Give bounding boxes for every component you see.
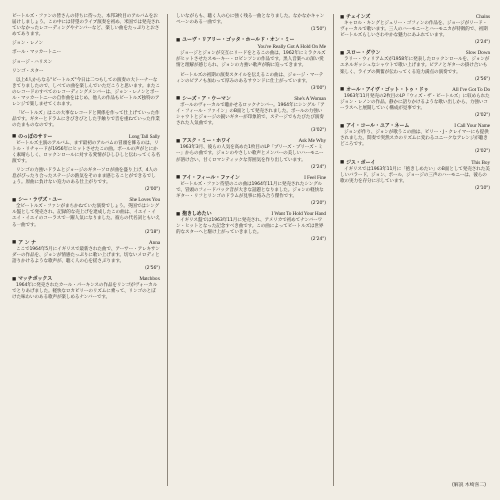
track-section <box>340 14 490 46</box>
track-section <box>340 87 490 119</box>
track-title-english: Slow Down <box>465 50 490 57</box>
track-duration: (2'18") <box>144 229 160 235</box>
track-title: ■ アスク・ミー・ホワイ <box>176 138 231 145</box>
continued-paragraph: しいながらも、聴く人の心に強く残る一曲となりました。なかなかキャンペーンのある一曲です。 <box>176 14 325 26</box>
track-section <box>176 138 326 170</box>
track-description: ビートルズ・ファン待望のこの曲は1964年11月に発売されたシングルで、冒頭のフィードバック音が大きな話題となりました。ジョンの軽快なギター・リフとリンゴのドラムが見事に絡み合う傑作です。 <box>176 181 324 199</box>
track-section <box>340 50 490 82</box>
track-section <box>176 211 326 243</box>
track-duration: (3'00") <box>310 85 326 91</box>
column-divider <box>167 14 168 486</box>
intro-paragraph: ビートルズ・ファンの皆さんの待ちに待った、本邦3枚目のアルバムをお届けしましょう。この中には待望のライブ演奏を初め、米国では発売されていなかったレコーディングやナンバーなど、楽しい曲をたっぷりとおさめてあります。 <box>12 14 160 38</box>
column-2 <box>176 14 326 243</box>
column-3 <box>340 14 490 192</box>
track-title-english: Long Tall Sally <box>128 133 160 140</box>
track-duration: (2'24") <box>474 40 490 46</box>
track-title: ■ スロー・ダウン <box>340 50 380 57</box>
column-divider <box>333 14 334 486</box>
track-title: ■ ユーヴ・リアリー・ゴッタ・ホールド・オン・ミー <box>176 37 294 44</box>
member-name: ジョージ・ハリスン <box>12 59 53 65</box>
track-title: ■ シー・ラヴズ・ユー <box>12 197 62 204</box>
track-title: ■ マッチボックス <box>12 276 52 283</box>
track-duration: (3'02") <box>310 128 326 134</box>
track-title-english: She Loves You <box>129 197 160 204</box>
track-duration: (2'20") <box>310 200 326 206</box>
track-description: ビートルズ主演のアルバム、まず最初のアルバムの冒頭を飾るのは、リトル・リチャードが1956年にヒットさせたこの曲。ポールの声がとにかく素晴らしく、ロックンロールに対する愛情がひしひしと伝わってくる名演です。 <box>12 140 160 164</box>
track-description: ジョンが作り、ジョンが歌うこの曲は、ビリー・J・クレイマーにも提供されました。間奏で突然スカのリズムに変わるユニークなアレンジが聴きどころです。 <box>340 130 489 148</box>
track-title: ■ 抱きしめたい <box>176 211 211 218</box>
track-description: イギリス盤では1963年11月に発売され、アメリカで初めてナンバーワン・ヒットとなった記念すべき曲です。この曲によってビートルズは世界的なスターへと駆け上がっていきました。 <box>176 218 324 236</box>
track-title: ■ アイ・フィール・ファイン <box>176 175 240 182</box>
track-title: ■ ジス・ボーイ <box>340 160 375 167</box>
column-1 <box>12 14 160 304</box>
track-title-english: You've Really Got A Hold On Me <box>257 44 326 51</box>
track-section <box>176 37 326 92</box>
track-title-english: Anna <box>148 239 160 246</box>
track-title: ■ シーズ・ア・ウーマン <box>176 96 231 103</box>
track-title: ■ ア ン ナ <box>12 240 36 247</box>
track-duration: (2'02") <box>474 149 490 155</box>
track-section <box>340 123 490 155</box>
track-description: ビートルズの初期の演奏スタイルを伝えるこの曲は、ジョージ・マーティンのピアノも加わって厚みのあるサウンドに仕上がっています。 <box>176 72 324 84</box>
track-title-english: All I've Got To Do <box>452 86 490 93</box>
member-name: リンゴ・スター <box>12 68 44 74</box>
track-duration: (2'56") <box>144 266 160 271</box>
track-section <box>176 175 326 207</box>
track-duration: (2'56") <box>474 76 490 82</box>
intro-paragraph: 以上4人からなる"ビートルズ"今日は二つもしての演奏の大トーナーなきてりましたので、しべての曲を楽しんでいただこうと思います。またこのレコードのすべてのレコーディングメンバーは、ジョン・レノンとポール・マッカートニーの自作曲をはじめ、他人の作品もビートルズ独特のアレンジで楽しませてくれます。 <box>12 77 160 108</box>
track-title-english: Matchbox <box>139 276 160 283</box>
track-title-english: I Feel Fine <box>304 174 326 181</box>
track-duration: (1'50") <box>310 27 326 33</box>
track-description: 1963年3月、彼らの人気を高めた1枚目のLP「プリーズ・プリーズ・ミー」からの曲です。ジョンのやさしい歌声とメンバーの美しいハーモニーが溶け合い、甘くロマンティックな雰囲気を作り出しています。 <box>176 145 324 163</box>
track-description: イギリスでは1963年11月に「抱きしめたい」のB面として発売された美しいバラード。ジョン、ポール、ジョージの三声のハーモニーは、彼らの歌の実力を存分に示しています。 <box>340 166 490 184</box>
track-title-english: Chains <box>475 14 490 20</box>
track-title-english: Ask Me Why <box>298 138 326 145</box>
track-title: ■ アイ・コール・ユア・ネーム <box>340 123 409 130</box>
track-title-english: She's A Woman <box>294 95 326 102</box>
author-credit: (解説 木崎喜二) <box>451 483 486 488</box>
track-description: ポールのヴォーカルで聴かせるロックナンバー。1964年にシングル「アイ・フィール・ファイン」のB面として発売されました。ポールの力強いシャウトとジョージの鋭いギターが印象的で、ステージでもたびたび演奏された人気曲です。 <box>176 102 325 127</box>
track-description: ジョージとジョンが交互にリードをとるこの曲は、1962年にミラクルズがヒットさせたスモーキー・ロビンソンの作品です。黒人音楽への深い愛情と理解が感じられ、ジョンの力強い歌声が胸に迫ってきます。 <box>176 51 326 69</box>
intro-paragraph: 「ビートルズ」はこの大事なレコードと関係を作って仕上げていった作品です。ギターとドラムにきびきびとした手触りで音を重ねていった作業のたまものなのです。 <box>12 111 160 129</box>
track-section <box>176 96 326 134</box>
track-description: 全ビートルズ・ファンがまちかねていた演奏でしょう。英国ではシングル盤として発売され、記録的な売上げを達成したこの曲は、イエイ・イエイ・イエイのコーラスで一躍人気になりました。彼らの代名詞ともいえる一曲です。 <box>12 204 160 228</box>
track-description: キャロル・キングとジェリー・ゴフィンの作品を、ジョージがリード・ヴォーカルで歌います。三人のハーモニーとハーモニカが特徴的で、初期ビートルズらしいさわやかな魅力にあふれています。 <box>340 21 488 39</box>
track-description: ここで1964年5月にイギリスで最新された曲で、アーサー・アレキサンダーの作品を、ジョンが情感たっぷりに歌い上げます。切ないメロディと語りかけるような歌声が、聴く人の心を揺さぶります。 <box>12 246 160 264</box>
track-description: 1964年に発売されたカール・パーキンスの作品をリンゴがヴォーカルでとりあげました。軽快なロカビリーのリズムに乗って、リンゴのとぼけた味わいのある歌声が楽しめるナンバーです。 <box>12 283 158 301</box>
track-section <box>12 197 160 235</box>
track-title-english: This Boy <box>471 159 490 166</box>
track-section <box>12 276 160 301</box>
track-section <box>12 240 160 272</box>
track-description: 1963年11月発売の2枚目のLP「ウィズ・ザ・ビートルズ」に収められたジョン・レノンの作品。静かに語りかけるような歌い出しから、力強いコーラスへと展開していく構成が見事です。 <box>340 93 490 111</box>
track-duration: (2'24") <box>310 237 326 243</box>
track-title-english: I Call Your Name <box>454 123 490 130</box>
track-section <box>12 134 160 194</box>
track-duration: (2'00") <box>144 187 160 193</box>
track-duration: (2'24") <box>310 164 326 170</box>
track-duration: (2'02") <box>474 113 490 119</box>
track-section <box>340 160 490 192</box>
track-title: ■ オール・アイヴ・ゴット・トゥ・ドゥ <box>340 87 428 94</box>
track-description: リンゴの力強いドラムとジョージのギターソロが曲を盛り上げ、4人の息がぴったり合ったステージの熱気をそのまま感じることができるでしょう。原曲に負けない迫力のある仕上がりです。 <box>12 167 158 186</box>
track-title: ■ のっぽのサリー <box>12 134 52 141</box>
track-title-english: I Want To Hold Your Hand <box>271 211 326 218</box>
member-name: ポール・マッカートニー <box>12 50 61 56</box>
track-title: ■ チェインズ <box>340 14 370 21</box>
track-description: ラリー・ウィリアムズが1958年に発表したロックンロールを、ジョンがエネルギッシュなシャウトで歌い上げます。ピアノとギターの掛け合いも楽しく、ライブの興奮が伝わってくる迫力満点の演奏です。 <box>340 57 490 75</box>
track-duration: (2'10") <box>474 185 490 191</box>
member-name: ジョン・レノン <box>12 41 43 47</box>
